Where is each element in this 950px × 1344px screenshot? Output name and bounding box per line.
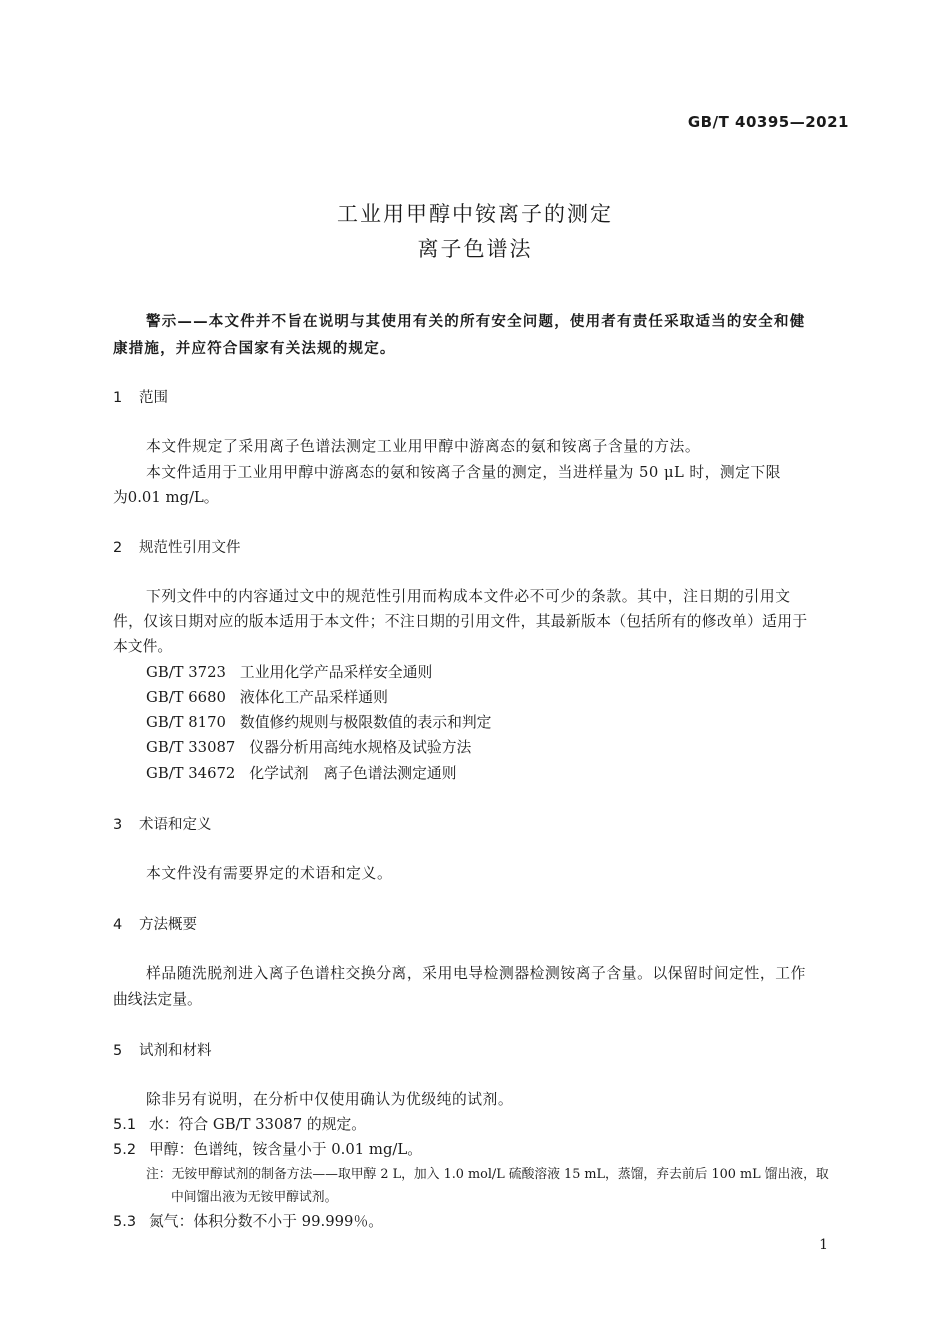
section-number: 3	[113, 817, 123, 833]
reference-title: 工业用化学产品采样安全通则	[239, 664, 433, 681]
reference-code: GB/T 3723	[146, 664, 226, 681]
reagent-number: 5.1	[113, 1117, 137, 1133]
reference-item	[146, 711, 491, 732]
section-title: 试剂和材料	[139, 1043, 212, 1059]
section-number: 1	[113, 390, 123, 406]
method-paragraph-line-1: 样品随洗脱剂进入离子色谱柱交换分离，采用电导检测器检测铵离子含量。以保留时间定性，工作	[146, 965, 806, 982]
scope-paragraph-1: 本文件规定了采用离子色谱法测定工业用甲醇中游离态的氨和铵离子含量的方法。	[146, 438, 701, 455]
note-line-1: 无铵甲醇试剂的制备方法——取甲醇 2 L，加入 1.0 mol/L 硫酸溶液 15 mL，蒸馏，弃去前后 100 mL 馏出液，取	[171, 1167, 829, 1182]
reagent-item	[113, 1210, 383, 1231]
note-label: 注：	[146, 1167, 172, 1182]
warning-line-1: 警示——本文件并不旨在说明与其使用有关的所有安全问题，使用者有责任采取适当的安全和健	[146, 314, 806, 330]
reagent-item	[113, 1113, 366, 1134]
section-title: 范围	[139, 390, 168, 406]
reference-code: GB/T 34672	[146, 765, 236, 782]
scope-paragraph-2-line-2: 为0.01 mg/L。	[113, 489, 219, 506]
section-heading-terms	[113, 813, 212, 834]
section-heading-method-summary	[113, 913, 197, 934]
page-number: 1	[819, 1237, 828, 1253]
section-number: 2	[113, 540, 123, 556]
reference-title: 化学试剂 离子色谱法测定通则	[249, 765, 457, 782]
note-line-2: 中间馏出液为无铵甲醇试剂。	[171, 1190, 338, 1205]
reagent-number: 5.2	[113, 1142, 137, 1158]
reference-title: 数值修约规则与极限数值的表示和判定	[239, 714, 492, 731]
document-title: 工业用甲醇中铵离子的测定	[337, 202, 613, 226]
document-subtitle: 离子色谱法	[417, 237, 533, 261]
reference-code: GB/T 6680	[146, 689, 226, 706]
references-paragraph-line-1: 下列文件中的内容通过文中的规范性引用而构成本文件必不可少的条款。其中，注日期的引用文	[146, 588, 791, 605]
reference-title: 液体化工产品采样通则	[239, 689, 388, 706]
section-heading-normative-references	[113, 536, 241, 557]
reagent-number: 5.3	[113, 1214, 137, 1230]
section-number: 4	[113, 917, 123, 933]
references-paragraph-line-2: 件，仅该日期对应的版本适用于本文件；不注日期的引用文件，其最新版本（包括所有的修改单）适用于	[113, 613, 808, 630]
section-title: 术语和定义	[139, 817, 212, 833]
scope-paragraph-2-line-1: 本文件适用于工业用甲醇中游离态的氨和铵离子含量的测定，当进样量为 50 μL 时，测定下限	[146, 464, 781, 481]
reagent-text: 甲醇：色谱纯，铵含量小于 0.01 mg/L。	[149, 1141, 423, 1158]
terms-paragraph: 本文件没有需要界定的术语和定义。	[146, 865, 393, 882]
reference-title: 仪器分析用高纯水规格及试验方法	[249, 739, 472, 756]
section-title: 规范性引用文件	[139, 540, 241, 556]
reference-item	[146, 686, 388, 707]
reagents-intro: 除非另有说明，在分析中仅使用确认为优级纯的试剂。	[146, 1091, 514, 1108]
reference-item	[146, 762, 457, 783]
section-title: 方法概要	[139, 917, 197, 933]
section-heading-scope	[113, 386, 168, 407]
note	[146, 1163, 829, 1182]
reagent-text: 水：符合 GB/T 33087 的规定。	[149, 1116, 367, 1133]
reference-code: GB/T 33087	[146, 739, 236, 756]
warning-line-2: 康措施，并应符合国家有关法规的规定。	[113, 341, 396, 357]
standard-code: GB/T 40395—2021	[687, 113, 849, 131]
method-paragraph-line-2: 曲线法定量。	[113, 991, 202, 1008]
reference-item	[146, 736, 471, 757]
references-paragraph-line-3: 本文件。	[113, 638, 173, 655]
reference-code: GB/T 8170	[146, 714, 226, 731]
section-number: 5	[113, 1043, 123, 1059]
reagent-item	[113, 1138, 422, 1159]
section-heading-reagents	[113, 1039, 212, 1060]
reference-item	[146, 661, 432, 682]
reagent-text: 氮气：体积分数不小于 99.999％。	[149, 1213, 384, 1230]
